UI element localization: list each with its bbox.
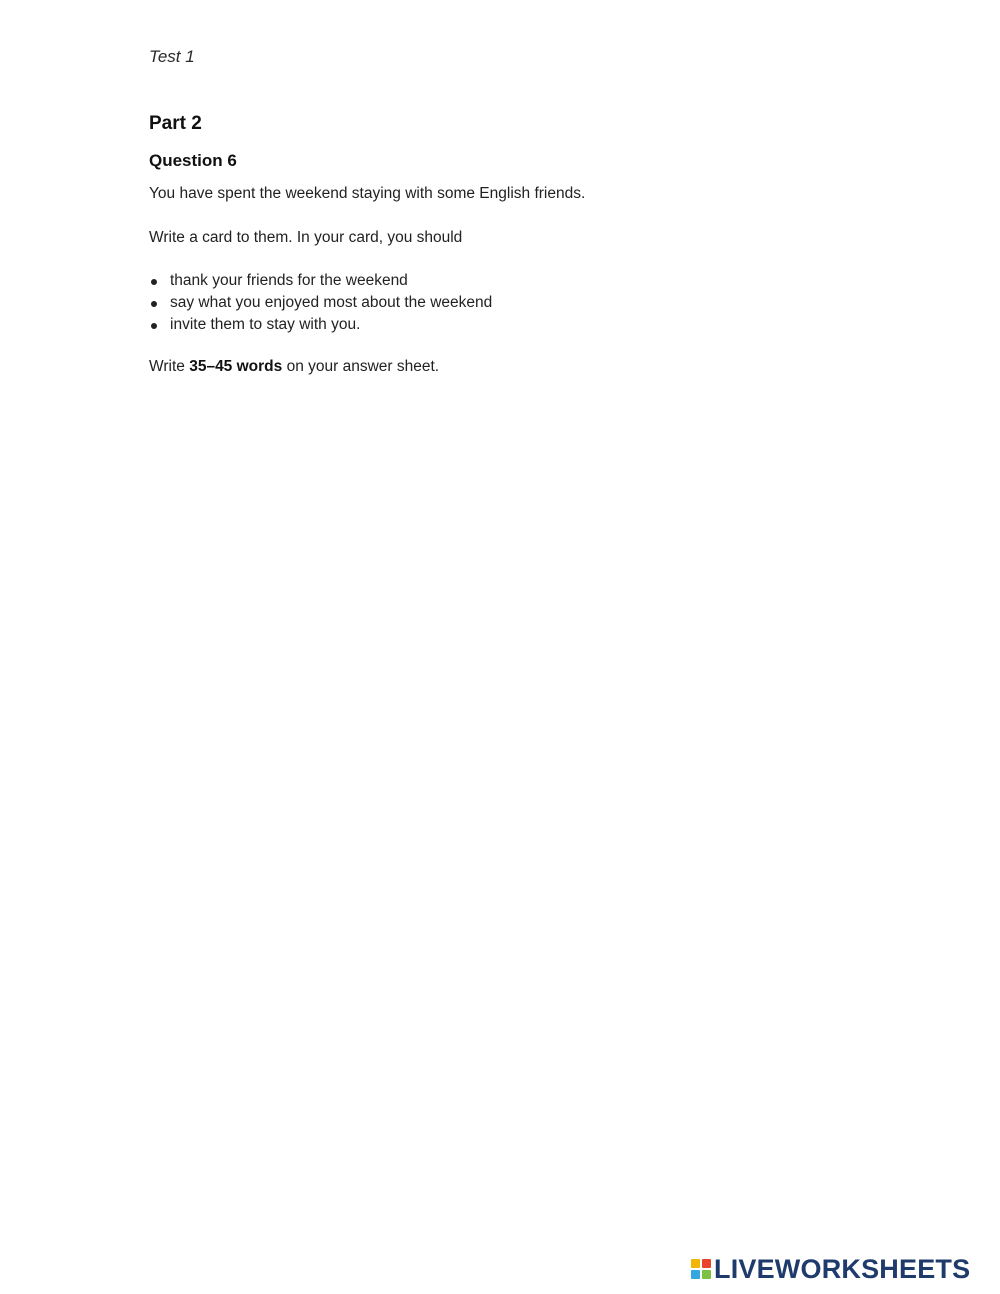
test-label: Test 1 [149, 47, 195, 66]
word-limit-instruction [149, 358, 439, 376]
task-intro: You have spent the weekend staying with some English friends. [149, 185, 586, 202]
liveworksheets-logo[interactable] [691, 1254, 970, 1284]
logo-block [702, 1259, 711, 1268]
task-points-list [149, 271, 492, 337]
logo-block [702, 1270, 711, 1279]
logo-blocks-icon [691, 1259, 711, 1279]
list-item: say what you enjoyed most about the weekend [149, 293, 492, 315]
word-limit-suffix: on your answer sheet. [282, 358, 440, 375]
task-instruction: Write a card to them. In your card, you should [149, 229, 463, 246]
logo-text: LIVEWORKSHEETS [714, 1254, 971, 1284]
word-limit-count: 35–45 words [189, 358, 283, 375]
list-item: invite them to stay with you. [149, 315, 492, 337]
list-item: thank your friends for the weekend [149, 271, 492, 293]
logo-block [691, 1270, 700, 1279]
part-title: Part 2 [149, 113, 202, 134]
question-title: Question 6 [149, 151, 237, 170]
word-limit-prefix: Write [149, 358, 190, 375]
logo-block [691, 1259, 700, 1268]
